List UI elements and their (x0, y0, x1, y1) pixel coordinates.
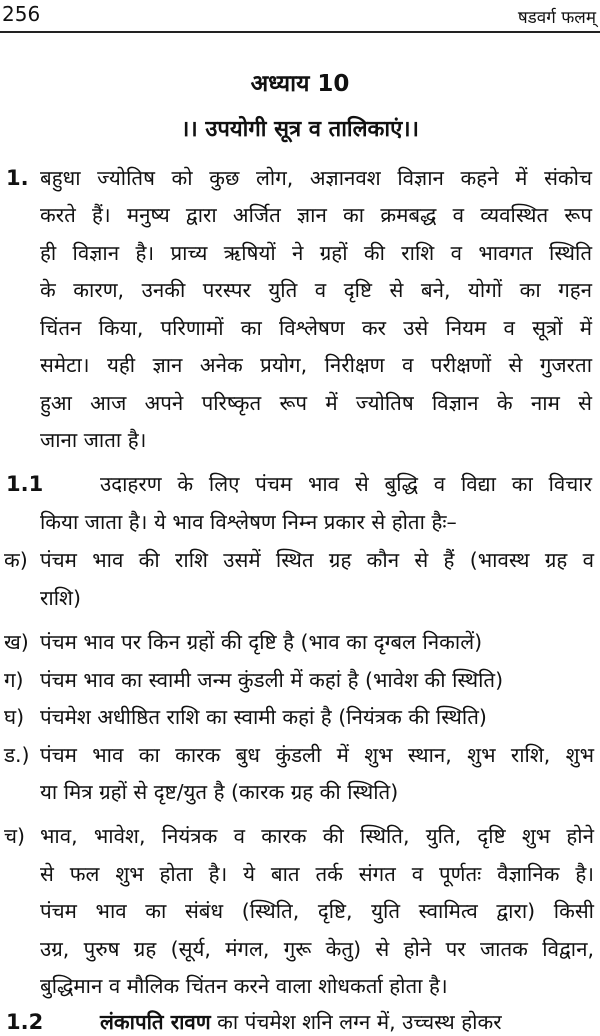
text-line: राशि) (40, 586, 81, 610)
text-line: करते हैं। मनुष्य द्वारा अर्जित ज्ञान का क्रमबद्ध व व्यवस्थित रूप (40, 203, 592, 227)
text-line: भाव, भावेश, नियंत्रक व कारक की स्थिति, युति, दृष्टि शुभ होने (40, 824, 594, 848)
text-line: बहुधा ज्योतिष को कुछ लोग, अज्ञानवश विज्ञान कहने में संकोच (40, 166, 592, 190)
text-line: ही विज्ञान है। प्राच्य ऋषियों ने ग्रहों की राशि व भावगत स्थिति (40, 241, 592, 265)
text-line: पंचमेश अधीष्ठित राशि का स्वामी कहां है (नियंत्रक की स्थिति) (40, 705, 487, 729)
text-span: का पंचमेश शनि लग्न में, उच्चस्थ होकर (210, 1010, 502, 1034)
text-line: उदाहरण के लिए पंचम भाव से बुद्धि व विद्या का विचार (100, 472, 592, 496)
text-line: समेटा। यही ज्ञान अनेक प्रयोग, निरीक्षण व परीक्षणों से गुजरता (40, 353, 592, 377)
text-line: किया जाता है। ये भाव विश्लेषण निम्न प्रकार से होता हैः– (40, 510, 457, 534)
header-rule (0, 31, 600, 33)
list-item-label: च) (4, 824, 26, 848)
chapter-subtitle: ।। उपयोगी सूत्र व तालिकाएं।। (181, 117, 419, 142)
text-line: पंचम भाव का संबंध (स्थिति, दृष्टि, युति स्वामित्व द्वारा) किसी (40, 899, 594, 923)
text-line: हुआ आज अपने परिष्कृत रूप में ज्योतिष विज्ञान के नाम से (40, 391, 592, 415)
list-item-label: ग) (4, 668, 24, 692)
list-item-label: ख) (4, 630, 29, 654)
list-item-label: ड.) (4, 743, 30, 767)
section-number: 1. (6, 166, 29, 190)
text-line: पंचम भाव का कारक बुध कुंडली में शुभ स्थान, शुभ राशि, शुभ (40, 743, 594, 767)
list-item-label: क) (4, 548, 28, 572)
emphasized-name: लंकापति रावण (100, 1010, 211, 1034)
text-line: या मित्र ग्रहों से दृष्ट/युत है (कारक ग्रह की स्थिति) (40, 780, 399, 804)
section-number: 1.1 (6, 472, 44, 496)
page-number: 256 (2, 2, 41, 26)
text-line: के कारण, उनकी परस्पर युति व दृष्टि से बने, योगों का गहन (40, 278, 592, 302)
text-line (100, 1008, 592, 1036)
text-line: बुद्धिमान व मौलिक चिंतन करने वाला शोधकर्ता होता है। (40, 974, 448, 998)
running-header-book-title: षडवर्ग फलम् (517, 8, 596, 28)
text-line: पंचम भाव का स्वामी जन्म कुंडली में कहां है (भावेश की स्थिति) (40, 668, 504, 692)
text-line: पंचम भाव की राशि उसमें स्थित ग्रह कौन से हैं (भावस्थ ग्रह व (40, 548, 594, 572)
section-number: 1.2 (6, 1010, 44, 1034)
list-item-label: घ) (4, 705, 25, 729)
text-line: जाना जाता है। (40, 428, 147, 452)
text-line: पंचम भाव पर किन ग्रहों की दृष्टि है (भाव का दृग्बल निकालें) (40, 630, 483, 654)
text-line: से फल शुभ होता है। ये बात तर्क संगत व पूर्णतः वैज्ञानिक है। (40, 862, 594, 886)
text-line: उग्र, पुरुष ग्रह (सूर्य, मंगल, गुरू केतु) से होने पर जातक विद्वान, (40, 937, 594, 961)
chapter-title: अध्याय 10 (250, 71, 350, 97)
text-line: चिंतन किया, परिणामों का विश्लेषण कर उसे नियम व सूत्रों में (40, 316, 592, 340)
